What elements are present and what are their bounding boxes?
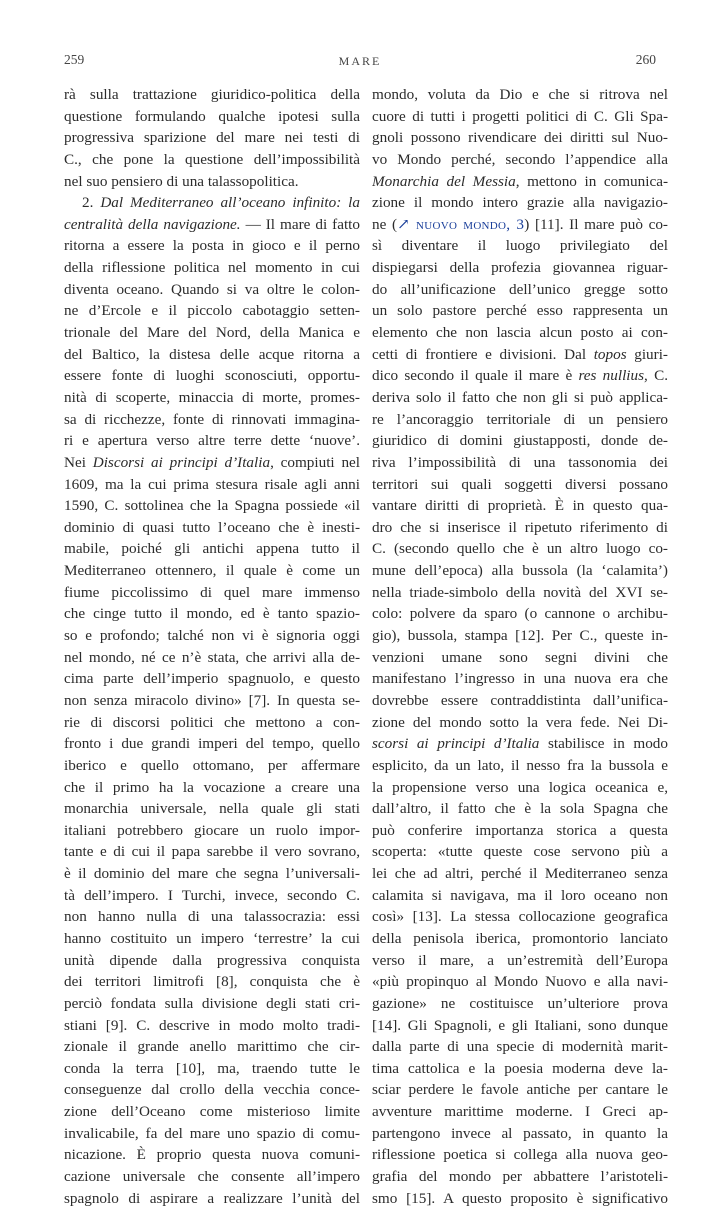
text-line: mune dell’epoca) alla bussola (la ‘calamita’) — [372, 562, 668, 580]
text-line: gnoli possono rivendicare dei diritti sul Nuo- — [372, 129, 668, 147]
text-run: Nei — [64, 453, 93, 471]
text-run: giuri- — [626, 345, 668, 363]
italic-text: topos — [593, 345, 627, 363]
left-text-column — [64, 84, 360, 1209]
text-line: non senza miracolo divino» [7]. In questa se- — [64, 691, 360, 709]
text-line: lei che ad altri, perché il Mediterraneo senza — [372, 865, 668, 883]
text-run: , compiuti nel — [270, 453, 360, 471]
text-line: unità dipende dalla progressiva conquista — [64, 951, 360, 969]
text-run: ne ( — [372, 215, 398, 233]
text-run: dico secondo il quale il mare è — [372, 367, 579, 385]
text-line: zionale il grande anello marittimo che cir- — [64, 1038, 360, 1056]
text-line: nità di scoperte, minaccia di morte, promes- — [64, 388, 360, 406]
text-line — [64, 214, 360, 236]
text-line: spagnolo di aspirare a realizzare l’unità del — [64, 1189, 360, 1207]
text-line — [372, 344, 668, 366]
text-line: che il primo ha la vocazione a creare una — [64, 778, 360, 796]
text-line: avventure marittime moderne. I Greci ap- — [372, 1103, 668, 1121]
text-line: giuridico di domini giustapposti, donde de- — [372, 432, 668, 450]
text-line: 1609, ma la cui prima stesura risale agli anni — [64, 475, 360, 493]
text-run: — Il mare di fatto — [240, 215, 360, 233]
text-line: ne d’Ercole e il piccolo cabotaggio setten- — [64, 302, 360, 320]
text-line: perciò fondata sulla divisione degli stati cri- — [64, 994, 360, 1012]
text-line: è il dominio del mare che segna l’universali- — [64, 865, 360, 883]
italic-text: res nullius — [578, 367, 645, 385]
text-line: vo Mondo perché, secondo l’appendice alla — [372, 150, 668, 168]
text-line: [14]. Gli Spagnoli, e gli Italiani, sono dunque — [372, 1016, 668, 1034]
text-line: nel mondo, né ce n’è stata, che arrivi alla de- — [64, 648, 360, 666]
text-line: dall’altro, il fatto che è la sola Spagna che — [372, 800, 668, 818]
text-line: gazione» ne costituisce un’ulteriore prova — [372, 994, 668, 1012]
text-line: calamita si navigava, ma il loro oceano non — [372, 886, 668, 904]
text-line: C. (secondo quello che è un altro luogo co- — [372, 540, 668, 558]
right-text-column — [372, 84, 668, 1209]
text-line: gio), bussola, stampa [12]. Per C., queste in- — [372, 627, 668, 645]
text-line: zione del mondo sotto la vera fede. Nei Di- — [372, 713, 668, 731]
text-line: trionale del Mare del Nord, della Manica e — [64, 324, 360, 342]
text-line: fronto i due grandi imperi del tempo, quello — [64, 735, 360, 753]
text-run: , mettono in comunica- — [515, 172, 668, 190]
text-line: zione il mondo intero grazie alla navigazio- — [372, 194, 668, 212]
text-line: Mediterraneo ottennero, il quale è come un — [64, 562, 360, 580]
text-line: fiume piccolissimo di quel mare immenso — [64, 583, 360, 601]
text-line: grafia del mondo per abbattere l’aristoteli- — [372, 1168, 668, 1186]
text-line: questione formulando qualche ipotesi sulla — [64, 107, 360, 125]
text-line: rie di discorsi politici che mettono a con- — [64, 713, 360, 731]
text-run: ) [11]. Il mare può co- — [524, 215, 668, 233]
text-run: cetti di frontiere e divisioni. Dal — [372, 345, 594, 363]
text-line: monarchia universale, nella quale gli stati — [64, 800, 360, 818]
text-line: dalla parte di una specie di modernità marit- — [372, 1038, 668, 1056]
text-line: dispiegarsi della profezia giovannea riguar- — [372, 259, 668, 277]
italic-text: scorsi ai principi d’Italia — [372, 735, 540, 753]
cross-reference-link[interactable]: ↗ nuovo mondo, 3 — [397, 215, 525, 233]
text-line: sa di ricchezze, fonte di rinnovati immagina- — [64, 410, 360, 428]
text-line: colo: polvere da sparo (o cannone o archibu- — [372, 605, 668, 623]
text-line — [372, 171, 668, 193]
text-line: venzioni umane sono segni divini che — [372, 648, 668, 666]
text-line: italiani potrebbero giocare un ruolo impor- — [64, 821, 360, 839]
text-line: mondo, voluta da Dio e che si ritrova nel — [372, 86, 668, 103]
text-line: scoperta: «tutte queste cose servono più a — [372, 843, 668, 861]
text-line: un solo pastore perché esso rappresenta un — [372, 302, 668, 320]
text-line: conseguenze dal crollo della vecchia conce- — [64, 1081, 360, 1099]
text-line: della riflessione politica nel momento in cui — [64, 259, 360, 277]
text-line: riva l’impossibilità di una tassonomia dei — [372, 453, 668, 471]
text-line: non hanno nulla di una talassocrazia: essi — [64, 908, 360, 926]
text-line: invalicabile, fa del mare uno spazio di comu- — [64, 1124, 360, 1142]
text-run: , C. — [644, 367, 668, 385]
text-line: cazione universale che consente all’impero — [64, 1168, 360, 1186]
text-line: sciar perdere le favole antiche per cantare le — [372, 1081, 668, 1099]
italic-text: Dal Mediterraneo all’oceano infinito: la — [100, 194, 360, 212]
text-line: iberico e quello ottomano, per affermare — [64, 756, 360, 774]
text-line: così» [13]. La stessa collocazione geografica — [372, 908, 668, 926]
text-line — [372, 214, 668, 236]
left-page-number: 259 — [64, 52, 85, 67]
text-line: smo [15]. A questo proposito è significativo — [372, 1189, 668, 1207]
text-line: essere fonte di luoghi sconosciuti, opportu- — [64, 367, 360, 385]
text-line: esplicito, da un lato, il nesso fra la bussola e — [372, 756, 668, 774]
text-line: della penisola iberica, promontorio lanciato — [372, 929, 668, 947]
text-line — [372, 733, 668, 755]
running-head: MARE — [338, 54, 382, 68]
text-line: tà dell’impero. I Turchi, invece, secondo C. — [64, 886, 360, 904]
text-line: tima cattolica e la poesia moderna deve la- — [372, 1059, 668, 1077]
text-line: conda la terra [10], ma, traendo tutte le — [64, 1059, 360, 1077]
text-line: cuore di tutti i progetti politici di C. Gli Spa- — [372, 107, 668, 125]
italic-text: centralità della navigazione. — [64, 215, 241, 233]
text-line: nel suo pensiero di una talassopolitica. — [64, 172, 299, 190]
text-line — [372, 365, 668, 387]
text-line: stiani [9]. C. descrive in modo molto tradi- — [64, 1016, 360, 1034]
text-line: verso il mare, a un’estremità dell’Europa — [372, 951, 668, 969]
text-line: hanno costituito un impero ‘terrestre’ la cui — [64, 929, 360, 947]
text-line: so e profondo; talché non vi è signoria oggi — [64, 627, 360, 645]
text-line — [64, 192, 360, 214]
text-line: del Baltico, la distesa delle acque ritorna a — [64, 345, 360, 363]
text-line: dominio di quasi tutto l’oceano che è inesti- — [64, 518, 360, 536]
text-line: può conferire importanza storica a questa — [372, 821, 668, 839]
text-line: re l’ancoraggio territoriale di un pensiero — [372, 410, 668, 428]
text-line: la propensione verso una logica oceanica e, — [372, 778, 668, 796]
text-line: dei territori limitrofi [8], conquista che è — [64, 973, 360, 991]
text-line: nicazione. È proprio questa nuova comuni- — [64, 1146, 360, 1164]
text-line: ri e apertura verso altre terre dette ‘nuove’. — [64, 432, 360, 450]
text-line: partengono invece al passato, in quanto la — [372, 1124, 668, 1142]
text-line: vantare diritti di proprietà. È in questo qua- — [372, 497, 668, 515]
text-line: dro che si inserisce il ripetuto riferimento di — [372, 518, 668, 536]
text-line — [64, 452, 360, 474]
text-line: progressiva sparizione del mare nei testi di — [64, 129, 360, 147]
text-line: dovrebbe essere contraddistinta dall’unifica- — [372, 691, 668, 709]
text-line: cima parte dell’imperio spagnuolo, e questo — [64, 670, 360, 688]
text-line: nella triade-simbolo della novità del XVI se- — [372, 583, 668, 601]
text-line: «più propinquo al Mondo Nuovo e alla navi- — [372, 973, 668, 991]
text-line: C., che pone la questione dell’impossibilità — [64, 150, 360, 168]
italic-text: Monarchia del Messia — [372, 172, 516, 190]
text-line: elemento che non lascia alcun posto ai con- — [372, 324, 668, 342]
text-line: rà sulla trattazione giuridico-politica della — [64, 86, 360, 103]
text-line: deriva solo il fatto che non gli si può applica- — [372, 388, 668, 406]
text-run: stabilisce in modo — [539, 735, 668, 753]
text-line: territori sui quali soggetti diversi possano — [372, 475, 668, 493]
text-line: ritorna a essere la posta in gioco e il perno — [64, 237, 360, 255]
text-line: zione dell’Oceano come misterioso limite — [64, 1103, 360, 1121]
text-line: tante e di cui il papa sarebbe il vero sovrano, — [64, 843, 360, 861]
text-run: 2. — [82, 194, 101, 212]
text-line: che cinge tutto il mondo, ed è tanto spazio- — [64, 605, 360, 623]
text-line: sì diventare il luogo privilegiato del — [372, 237, 668, 255]
text-line: 1590, C. sottolinea che la Spagna possiede «il — [64, 497, 360, 515]
right-page-number: 260 — [635, 52, 656, 67]
text-line: manifestano l’ingresso in una nuova era che — [372, 670, 668, 688]
text-line: riflessione poetica si collega alla nuova geo- — [372, 1146, 668, 1164]
italic-text: Discorsi ai principi d’Italia — [92, 453, 271, 471]
text-line: do all’unificazione dell’unico gregge sotto — [372, 280, 668, 298]
text-line: mabile, poiché gli antichi appena tutto il — [64, 540, 360, 558]
text-line: diventa oceano. Quando si va oltre le colon- — [64, 280, 360, 298]
